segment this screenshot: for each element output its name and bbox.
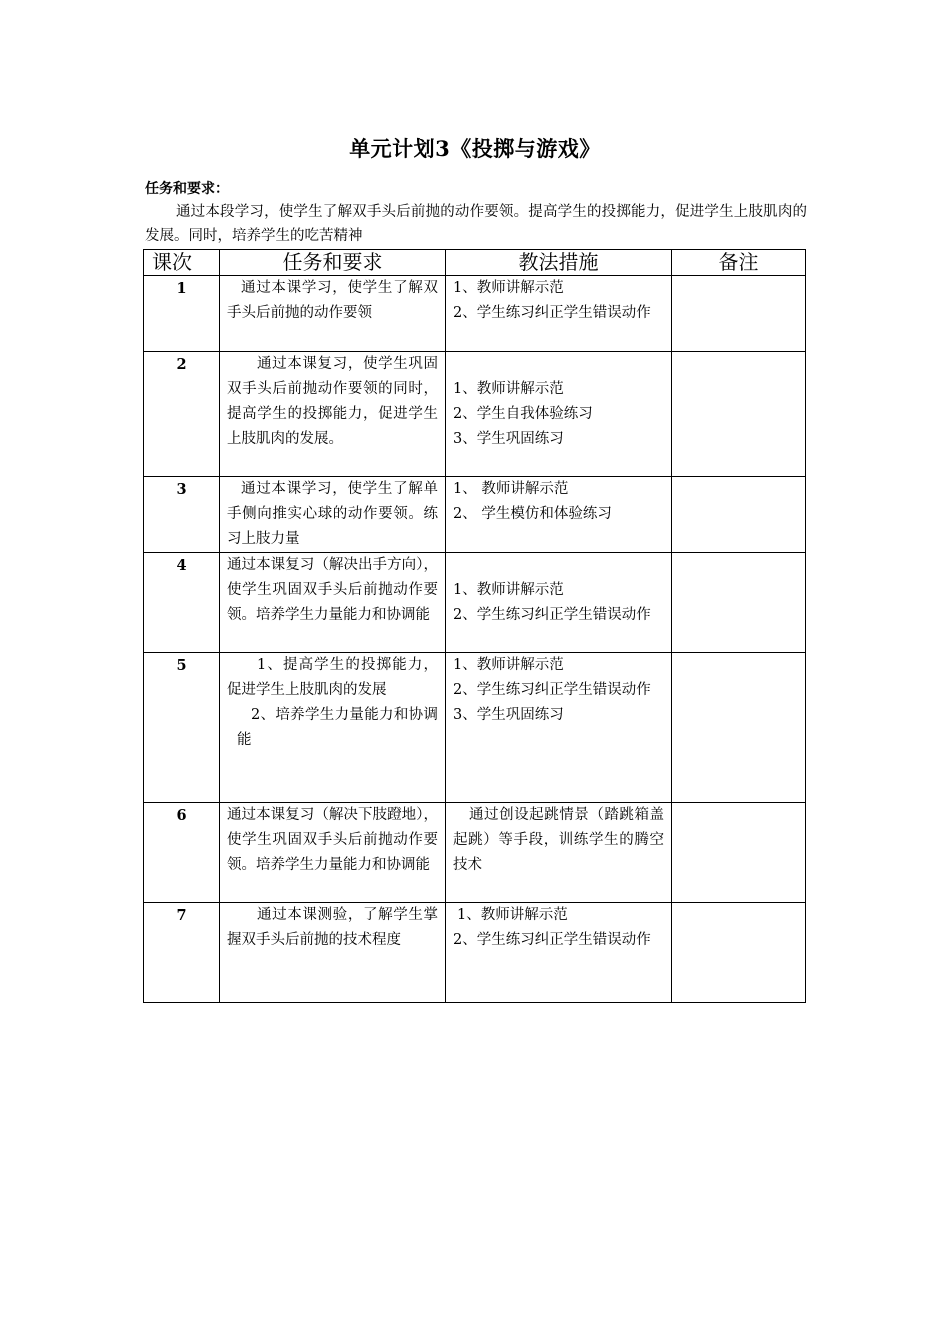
lesson-number: 6 [144, 803, 220, 903]
note-cell [672, 276, 806, 352]
method-item: 2、学生练习纠正学生错误动作 [453, 606, 651, 623]
method-cell [446, 477, 672, 553]
intro-paragraph: 通过本段学习，使学生了解双手头后前抛的动作要领。提高学生的投掷能力，促进学生上肢肌肉的发展。同时，培养学生的吃苦精神 [145, 204, 807, 244]
method-item: 1、教师讲解示范 [453, 657, 564, 673]
unit-plan-table [143, 249, 806, 1003]
task-item: 1、提高学生的投掷能力，促进学生上肢肌肉的发展 [227, 657, 438, 698]
method-item: 2、 学生模仿和体验练习 [453, 506, 612, 522]
table-row [144, 352, 806, 477]
task-cell: 通过本课复习（解决出手方向），使学生巩固双手头后前抛动作要领。培养学生力量能力和协调能 [220, 553, 446, 653]
lesson-number: 7 [144, 903, 220, 1003]
method-cell [446, 803, 672, 903]
method-item: 3、学生巩固练习 [453, 430, 564, 447]
method-cell [446, 553, 672, 653]
table-row [144, 653, 806, 803]
note-cell [672, 903, 806, 1003]
method-item: 2、学生练习纠正学生错误动作 [453, 682, 651, 698]
task-cell: 通过本课测验，了解学生掌握双手头后前抛的技术程度 [220, 903, 446, 1003]
method-item: 1、教师讲解示范 [453, 280, 564, 296]
task-cell [220, 653, 446, 803]
method-item: 1、教师讲解示范 [457, 907, 568, 923]
method-cell [446, 903, 672, 1003]
lesson-number: 4 [144, 553, 220, 653]
table-row [144, 477, 806, 553]
lesson-number: 1 [144, 276, 220, 352]
lesson-number: 5 [144, 653, 220, 803]
table-row [144, 903, 806, 1003]
method-cell [446, 352, 672, 477]
lesson-number: 2 [144, 352, 220, 477]
table-row [144, 803, 806, 903]
note-cell [672, 553, 806, 653]
task-cell: 通过本课学习，使学生了解双手头后前抛的动作要领 [220, 276, 446, 352]
method-item: 1、 教师讲解示范 [453, 481, 569, 497]
method-item: 2、学生练习纠正学生错误动作 [453, 305, 651, 321]
page-title: 单元计划3《投掷与游戏》 [349, 136, 601, 161]
method-item: 通过创设起跳情景（踏跳箱盖起跳）等手段，训练学生的腾空技术 [453, 807, 664, 873]
method-item: 2、学生练习纠正学生错误动作 [453, 932, 651, 948]
note-cell [672, 803, 806, 903]
lesson-number: 3 [144, 477, 220, 553]
method-cell [446, 276, 672, 352]
method-item: 1、教师讲解示范 [453, 380, 564, 397]
method-item: 3、学生巩固练习 [453, 707, 564, 723]
task-cell: 通过本课复习（解决下肢蹬地），使学生巩固双手头后前抛动作要领。培养学生力量能力和协调能 [220, 803, 446, 903]
method-item: 2、学生自我体验练习 [453, 405, 593, 422]
task-cell: 通过本课学习，使学生了解单手侧向推实心球的动作要领。练习上肢力量 [220, 477, 446, 553]
note-cell [672, 653, 806, 803]
note-cell [672, 352, 806, 477]
task-cell: 通过本课复习，使学生巩固双手头后前抛动作要领的同时，提高学生的投掷能力，促进学生上肢肌肉的发展。 [220, 352, 446, 477]
method-cell [446, 653, 672, 803]
header-method: 教法措施 [446, 250, 672, 276]
method-item: 1、教师讲解示范 [453, 581, 564, 598]
header-task: 任务和要求 [220, 250, 446, 276]
table-row [144, 276, 806, 352]
section-label: 任务和要求： [145, 181, 229, 197]
table-header-row [144, 250, 806, 276]
note-cell [672, 477, 806, 553]
table-row [144, 553, 806, 653]
task-item: 2、培养学生力量能力和协调能 [237, 707, 438, 748]
header-note: 备注 [672, 250, 806, 276]
header-lesson-number: 课次 [144, 250, 220, 276]
